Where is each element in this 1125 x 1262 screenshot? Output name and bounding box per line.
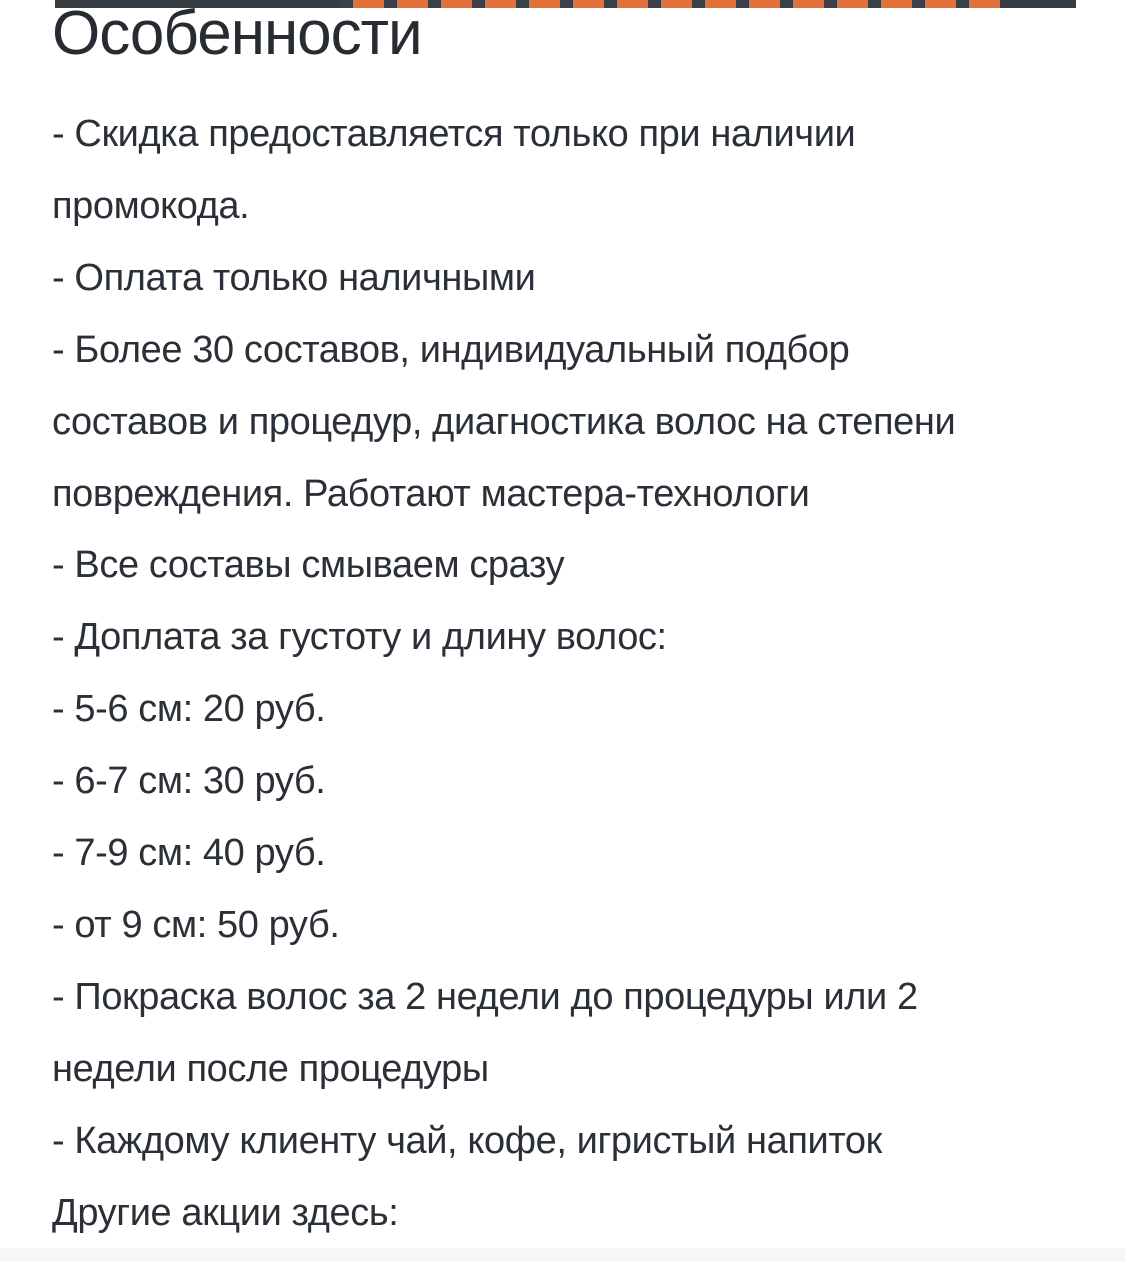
text-line: - Более 30 составов, индивидуальный подбор <box>52 328 850 371</box>
banner-striped-segment <box>340 0 1000 8</box>
text-line: Другие акции здесь: <box>52 1191 399 1234</box>
text-line: недели после процедуры <box>52 1047 489 1090</box>
page-title: Особенности <box>52 0 422 68</box>
text-line: - 5-6 см: 20 руб. <box>52 688 326 731</box>
features-text-block <box>52 99 1072 1250</box>
banner-right-padding <box>1076 0 1125 8</box>
banner-left-padding <box>0 0 55 8</box>
text-line: - Каждому клиенту чай, кофе, игристый напиток <box>52 1119 882 1162</box>
banner-dark-segment <box>1000 0 1076 8</box>
text-line: - Скидка предоставляется только при наличии <box>52 113 856 155</box>
next-section-edge <box>0 1248 1125 1262</box>
text-line: - Оплата только наличными <box>52 256 536 299</box>
text-line: - Доплата за густоту и длину волос: <box>52 616 667 659</box>
text-line: составов и процедур, диагностика волос на степени <box>52 400 956 443</box>
text-line: - от 9 см: 50 руб. <box>52 903 340 946</box>
text-line: промокода. <box>52 184 250 227</box>
text-line: - Покраска волос за 2 недели до процедуры или 2 <box>52 975 918 1018</box>
text-line: - 6-7 см: 30 руб. <box>52 760 326 803</box>
text-line: - Все составы смываем сразу <box>52 544 565 587</box>
text-line: повреждения. Работают мастера-технологи <box>52 472 810 515</box>
text-line: - 7-9 см: 40 руб. <box>52 832 326 875</box>
